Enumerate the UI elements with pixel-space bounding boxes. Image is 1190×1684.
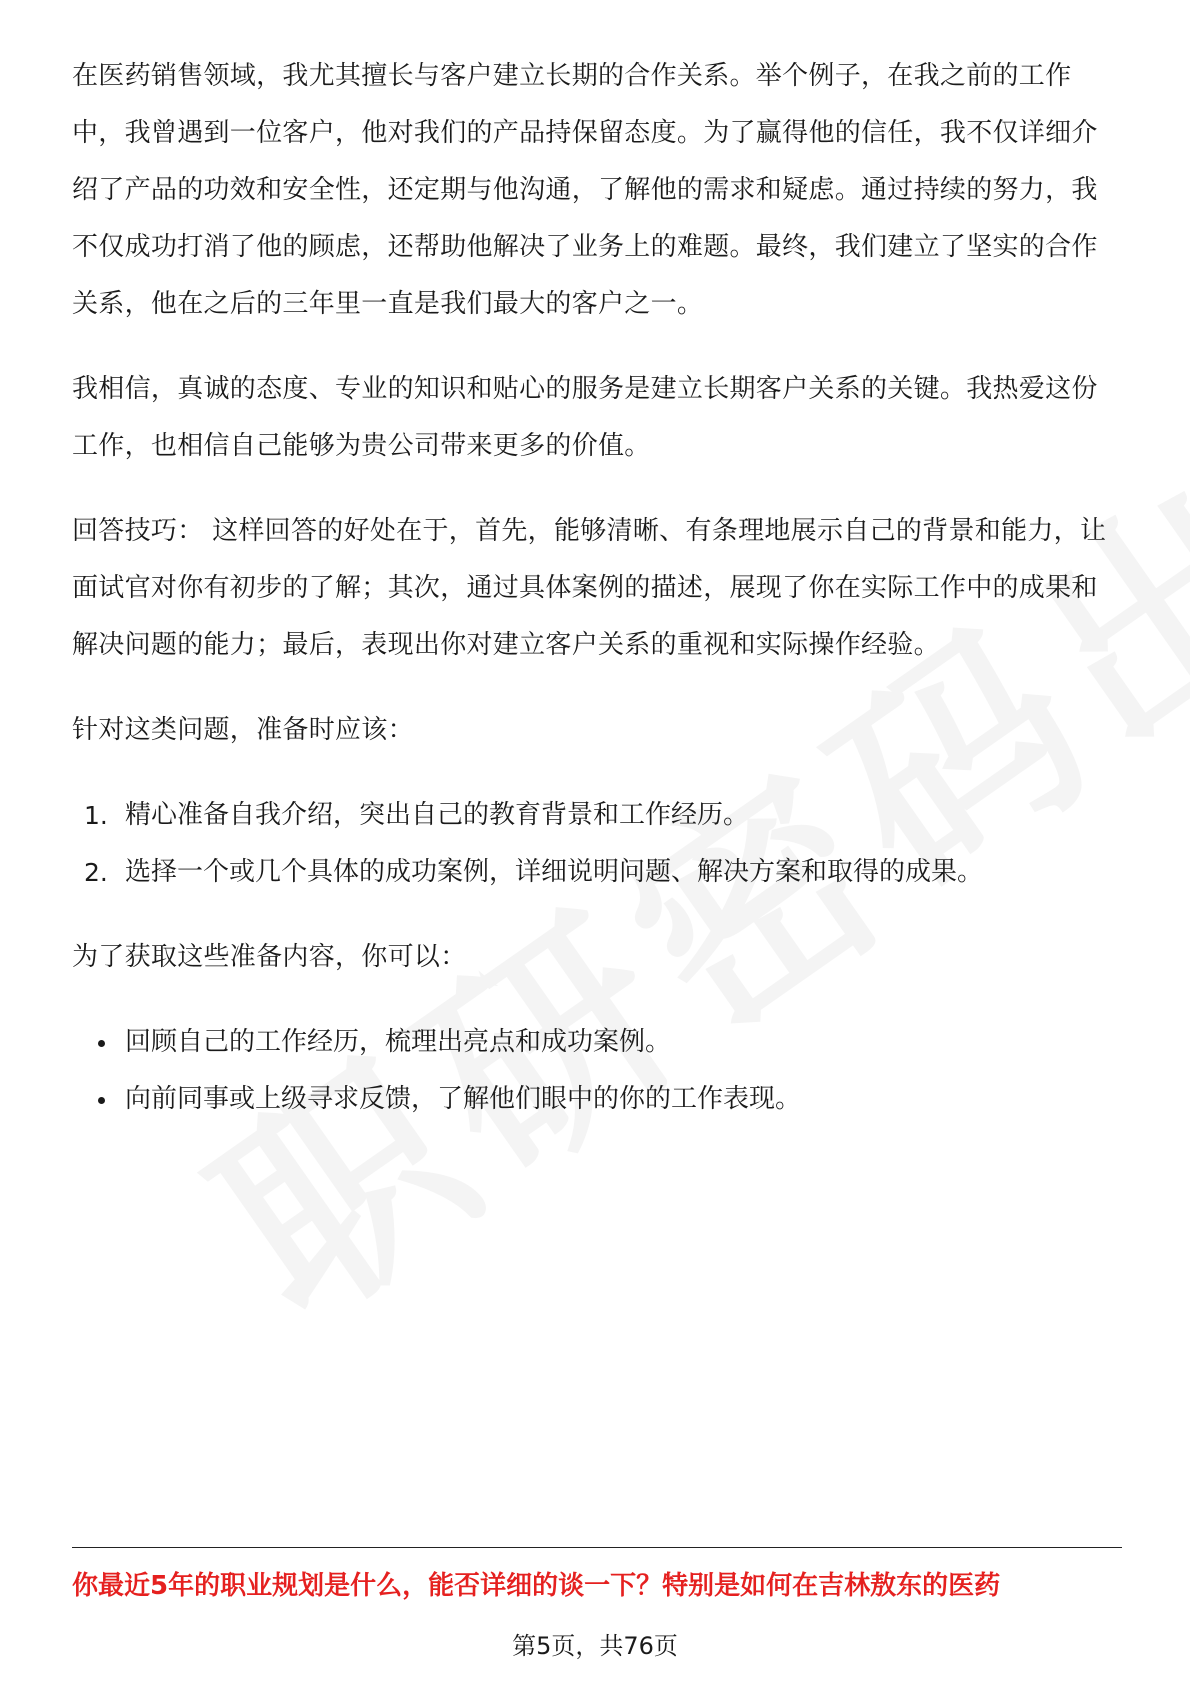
list-number: 2. — [84, 858, 108, 887]
next-question-heading: 你最近5年的职业规划是什么，能否详细的谈一下？特别是如何在吉林敖东的医药 — [72, 1571, 1001, 1601]
list-item-text: 精心准备自我介绍，突出自己的教育背景和工作经历。 — [125, 800, 750, 830]
section-divider — [72, 1547, 1122, 1548]
list-item-text: 回顾自己的工作经历，梳理出亮点和成功案例。 — [125, 1027, 672, 1057]
bullet-icon — [98, 1040, 105, 1047]
bullet-list — [72, 1014, 1122, 1128]
list-item-text: 选择一个或几个具体的成功案例，详细说明问题、解决方案和取得的成果。 — [125, 857, 984, 887]
list-item — [72, 1071, 1122, 1128]
bullet-icon — [98, 1097, 105, 1104]
paragraph-answer-tips: 回答技巧： 这样回答的好处在于，首先，能够清晰、有条理地展示自己的背景和能力，让面试官对你有初步的了解；其次，通过具体案例的描述，展现了你在实际工作中的成果和解决问题的能力；最后，表现出你对建立客户关系的重视和实际操作经验。 — [72, 516, 1107, 660]
list-item — [72, 1014, 1122, 1071]
list-item-text: 向前同事或上级寻求反馈，了解他们眼中的你的工作表现。 — [125, 1084, 802, 1114]
page-content — [72, 48, 1122, 1156]
list-item — [72, 787, 1122, 844]
page-footer: 第5页，共76页 — [512, 1632, 678, 1660]
paragraph-belief: 我相信，真诚的态度、专业的知识和贴心的服务是建立长期客户关系的关键。我热爱这份工作，也相信自己能够为贵公司带来更多的价值。 — [72, 374, 1098, 461]
paragraph-how-to: 为了获取这些准备内容，你可以： — [72, 942, 467, 972]
paragraph-experience: 在医药销售领域，我尤其擅长与客户建立长期的合作关系。举个例子，在我之前的工作中，我曾遇到一位客户，他对我们的产品持保留态度。为了赢得他的信任，我不仅详细介绍了产品的功效和安全性，还定期与他沟通，了解他的需求和疑虑。通过持续的努力，我不仅成功打消了他的顾虑，还帮助他解决了业务上的难题。最终，我们建立了坚实的合作关系，他在之后的三年里一直是我们最大的客户之一。 — [72, 61, 1098, 319]
prep-list — [72, 787, 1122, 901]
paragraph-prep-intro: 针对这类问题，准备时应该： — [72, 715, 414, 745]
list-number: 1. — [84, 801, 108, 830]
list-item — [72, 844, 1122, 901]
